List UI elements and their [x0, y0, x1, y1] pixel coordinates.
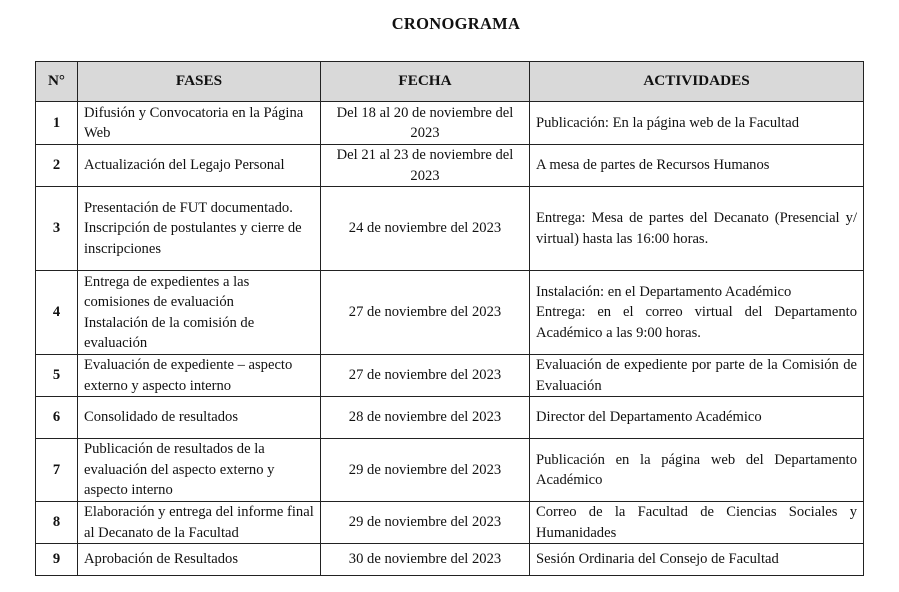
- phase-text: Presentación de FUT documentado.: [84, 199, 293, 216]
- date-cell: 24 de noviembre del 2023: [321, 187, 530, 271]
- phase-text: Consolidado de resultados: [84, 409, 239, 426]
- header-num: N°: [36, 62, 78, 102]
- row-number: 4: [36, 271, 78, 355]
- phase-cell: [78, 145, 321, 187]
- table-row: [36, 544, 864, 576]
- phase-cell: [78, 544, 321, 576]
- header-fecha: FECHA: [321, 62, 530, 102]
- activity-cell: [530, 397, 864, 439]
- table-row: [36, 145, 864, 187]
- phase-text: Publicación de resultados de la evaluación del aspecto externo y aspecto interno: [84, 441, 275, 499]
- row-number: 9: [36, 544, 78, 576]
- table-row: [36, 271, 864, 355]
- activity-cell: [530, 439, 864, 502]
- date-cell: 27 de noviembre del 2023: [321, 355, 530, 397]
- date-cell: 27 de noviembre del 2023: [321, 271, 530, 355]
- table-row: [36, 502, 864, 544]
- date-cell: 28 de noviembre del 2023: [321, 397, 530, 439]
- activity-text: Evaluación de expediente por parte de la Comisión de Evaluación: [536, 357, 857, 394]
- table-row: [36, 355, 864, 397]
- date-cell: 30 de noviembre del 2023: [321, 544, 530, 576]
- activity-cell: [530, 145, 864, 187]
- table-header-row: [36, 62, 864, 102]
- date-cell: Del 18 al 20 de noviembre del 2023: [321, 102, 530, 145]
- header-actividades: ACTIVIDADES: [530, 62, 864, 102]
- table-body: [36, 102, 864, 576]
- phase-text: Entrega de expedientes a las comisiones de evaluación: [84, 273, 250, 310]
- row-number: 6: [36, 397, 78, 439]
- schedule-table: [35, 61, 864, 576]
- activity-text: Sesión Ordinaria del Consejo de Facultad: [536, 551, 779, 568]
- date-cell: 29 de noviembre del 2023: [321, 439, 530, 502]
- table-row: [36, 439, 864, 502]
- phase-cell: [78, 397, 321, 439]
- phase-cell: [78, 271, 321, 355]
- row-number: 2: [36, 145, 78, 187]
- row-number: 8: [36, 502, 78, 544]
- row-number: 5: [36, 355, 78, 397]
- date-cell: 29 de noviembre del 2023: [321, 502, 530, 544]
- activity-cell: [530, 187, 864, 271]
- activity-text: Publicación: En la página web de la Facultad: [536, 114, 800, 131]
- phase-cell: [78, 355, 321, 397]
- activity-cell: [530, 271, 864, 355]
- activity-cell: [530, 544, 864, 576]
- activity-text: Entrega: Mesa de partes del Decanato (Presencial y/ virtual) hasta las 16:00 horas.: [536, 210, 857, 247]
- phase-text: Inscripción de postulantes y cierre de inscripciones: [84, 220, 302, 257]
- phase-text: Elaboración y entrega del informe final al Decanato de la Facultad: [84, 504, 314, 541]
- activity-text: Entrega: en el correo virtual del Departamento Académico a las 9:00 horas.: [536, 304, 857, 341]
- document-title: CRONOGRAMA: [391, 14, 521, 33]
- phase-text: Instalación de la comisión de evaluación: [84, 314, 255, 351]
- activity-cell: [530, 102, 864, 145]
- row-number: 7: [36, 439, 78, 502]
- activity-cell: [530, 502, 864, 544]
- activity-text: Correo de la Facultad de Ciencias Sociales y Humanidades: [536, 504, 857, 541]
- activity-cell: [530, 355, 864, 397]
- phase-cell: [78, 502, 321, 544]
- phase-cell: [78, 439, 321, 502]
- activity-text: A mesa de partes de Recursos Humanos: [536, 157, 770, 174]
- phase-cell: [78, 102, 321, 145]
- phase-text: Evaluación de expediente – aspecto externo y aspecto interno: [84, 357, 293, 394]
- activity-text: Instalación: en el Departamento Académico: [536, 283, 792, 300]
- table-row: [36, 187, 864, 271]
- phase-text: Actualización del Legajo Personal: [84, 157, 285, 174]
- date-cell: Del 21 al 23 de noviembre del 2023: [321, 145, 530, 187]
- row-number: 1: [36, 102, 78, 145]
- table-row: [36, 102, 864, 145]
- activity-text: Director del Departamento Académico: [536, 409, 762, 426]
- row-number: 3: [36, 187, 78, 271]
- table-row: [36, 397, 864, 439]
- phase-text: Aprobación de Resultados: [84, 551, 239, 568]
- phase-cell: [78, 187, 321, 271]
- header-fases: FASES: [78, 62, 321, 102]
- phase-text: Difusión y Convocatoria en la Página Web: [84, 104, 304, 141]
- activity-text: Publicación en la página web del Departamento Académico: [536, 451, 857, 488]
